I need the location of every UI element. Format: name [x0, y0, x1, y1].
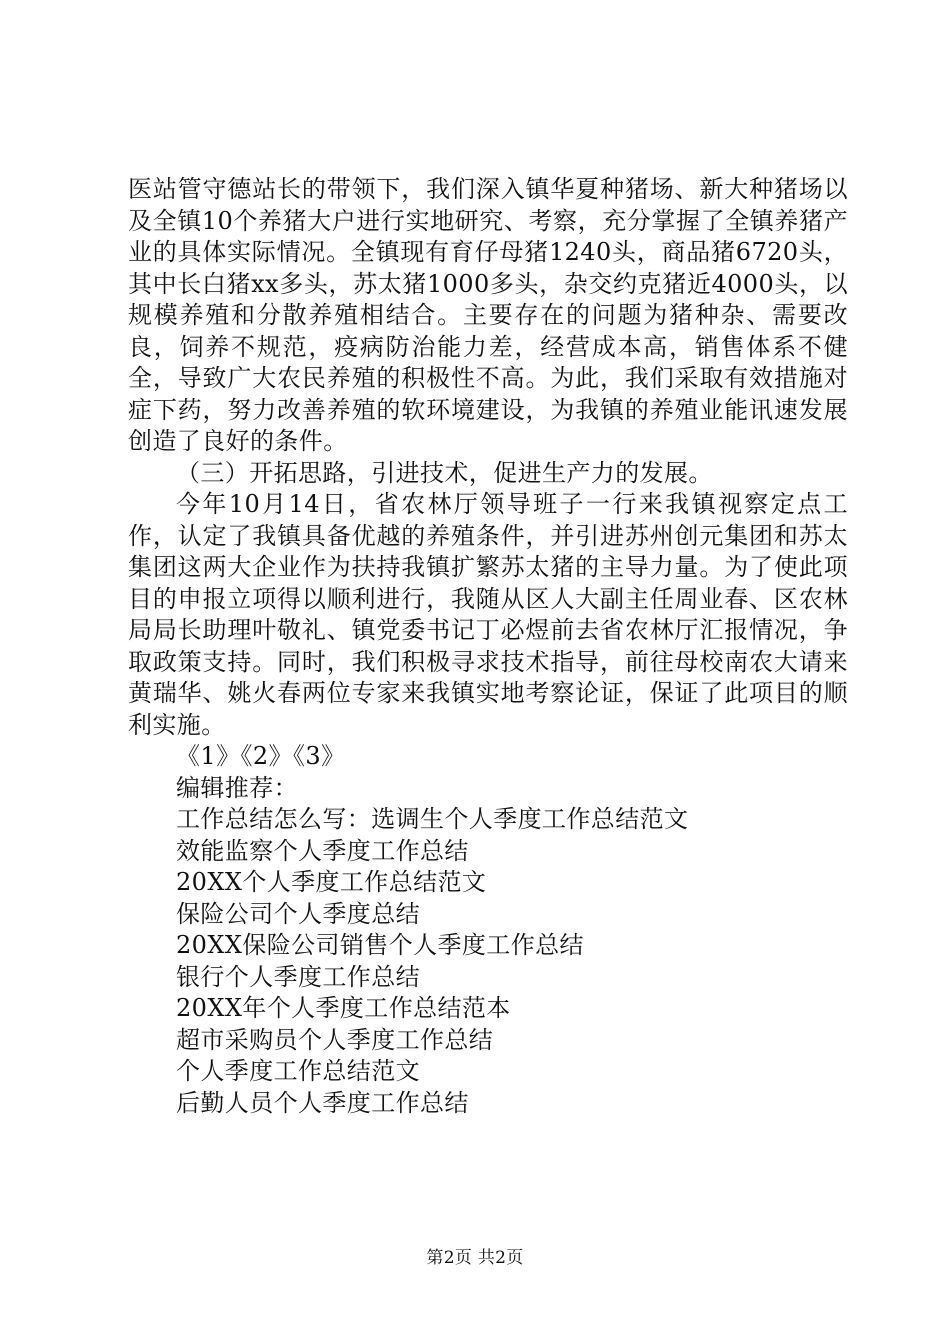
recommend-link[interactable]: 银行个人季度工作总结	[176, 962, 420, 991]
recommend-link[interactable]: 20XX保险公司销售个人季度工作总结	[176, 931, 584, 959]
section-heading: （三）开拓思路，引进技术，促进生产力的发展。	[176, 458, 713, 487]
page-link-1[interactable]: 《1》	[176, 742, 241, 770]
body-paragraph: 今年10月14日，省农林厅领导班子一行来我镇视察定点工作，认定了我镇具备优越的养殖条件，并引进苏州创元集团和苏太集团这两大企业作为扶持我镇扩繁苏太猪的主导力量。为了使此项目的申报立项得以顺利进行，我随从区人大副主任周业春、区农林局局长助理叶敬礼、镇党委书记丁必煜前去省农林厅汇报情况，争取政策支持。同时，我们积极寻求技术指导，前往母校南农大请来黄瑞华、姚火春两位专家来我镇实地考察论证，保证了此项目的顺利实施。	[128, 490, 848, 739]
page-navigation	[128, 741, 848, 773]
page-number-footer: 第2页 共2页	[426, 1248, 524, 1268]
page-link-3[interactable]: 《3》	[292, 742, 346, 770]
body-paragraph: 医站管守德站长的带领下，我们深入镇华夏种猪场、新大种猪场以及全镇10个养猪大户进行实地研究、考察，充分掌握了全镇养猪产业的具体实际情况。全镇现有育仔母猪1240头，商品猪6720头，其中长白猪xx多头，苏太猪1000多头，杂交约克猪近4000头，以规模养殖和分散养殖相结合。主要存在的问题为猪种杂、需要改良，饲养不规范，疫病防治能力差，经营成本高，销售体系不健全，导致广大农民养殖的积极性不高。为此，我们采取有效措施对症下药，努力改善养殖的软环境建设，为我镇的养殖业能讯速发展创造了良好的条件。	[128, 175, 848, 455]
document-body	[128, 174, 848, 1119]
recommend-list	[128, 804, 848, 1119]
recommend-link[interactable]: 保险公司个人季度总结	[176, 899, 420, 928]
page-link-2[interactable]: 《2》	[240, 742, 293, 770]
recommend-link[interactable]: 20XX个人季度工作总结范文	[176, 868, 487, 896]
recommend-link[interactable]: 效能监察个人季度工作总结	[176, 836, 469, 865]
recommend-link[interactable]: 后勤人员个人季度工作总结	[176, 1088, 469, 1117]
recommend-link[interactable]: 个人季度工作总结范文	[176, 1057, 420, 1085]
recommend-link[interactable]: 超市采购员个人季度工作总结	[176, 1025, 494, 1054]
recommend-link[interactable]: 20XX年个人季度工作总结范本	[176, 994, 511, 1022]
recommend-link[interactable]: 工作总结怎么写：选调生个人季度工作总结范文	[176, 805, 689, 833]
recommend-heading: 编辑推荐：	[176, 773, 298, 802]
